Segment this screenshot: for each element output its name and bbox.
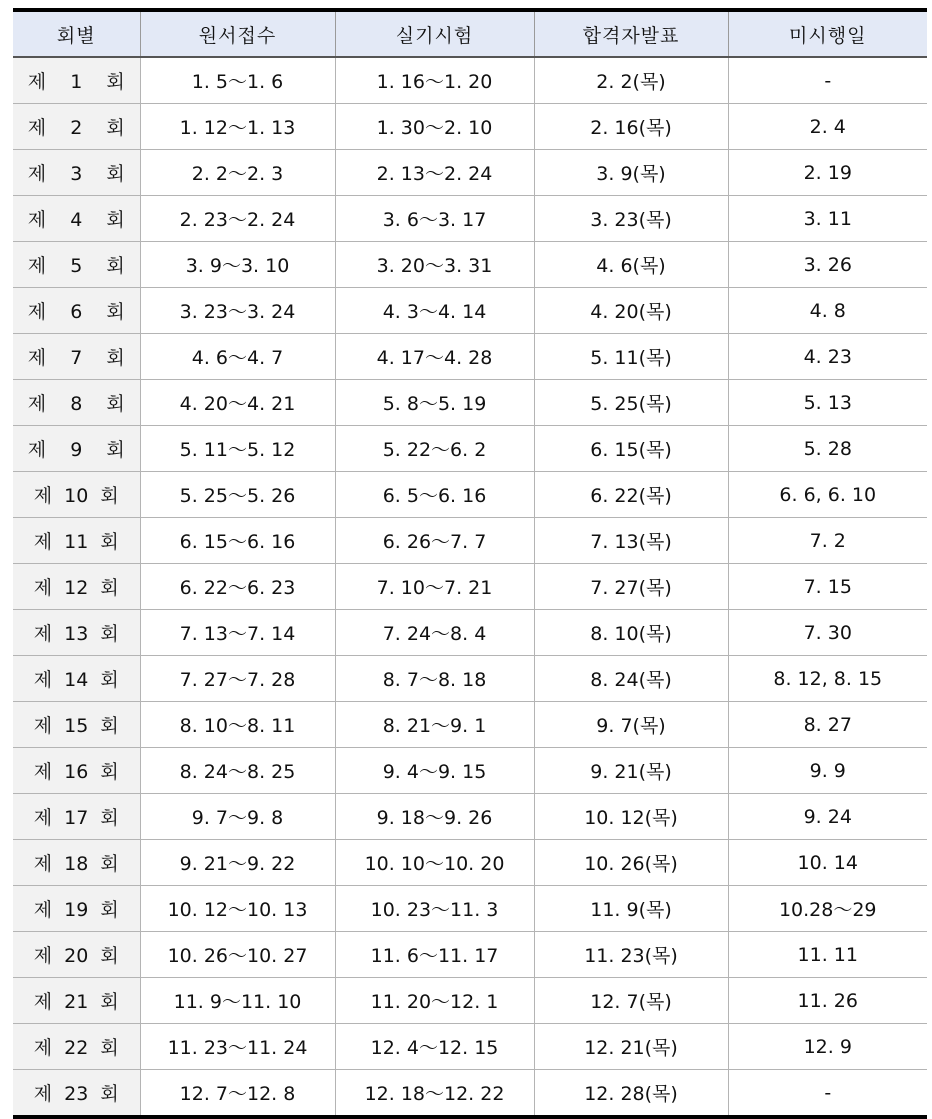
cell-round: 제 13 회	[13, 610, 140, 656]
table-row	[13, 978, 927, 1024]
cell-round: 제 16 회	[13, 748, 140, 794]
cell-result-announcement: 9. 7(목)	[534, 702, 728, 748]
cell-practical-exam: 8. 7～8. 18	[335, 656, 534, 702]
schedule-table-container	[13, 8, 927, 1119]
cell-application: 5. 11～5. 12	[140, 426, 335, 472]
cell-round: 제 11 회	[13, 518, 140, 564]
cell-application: 6. 15～6. 16	[140, 518, 335, 564]
table-row	[13, 886, 927, 932]
cell-practical-exam: 7. 24～8. 4	[335, 610, 534, 656]
cell-practical-exam: 12. 4～12. 15	[335, 1024, 534, 1070]
cell-result-announcement: 8. 24(목)	[534, 656, 728, 702]
cell-result-announcement: 3. 23(목)	[534, 196, 728, 242]
cell-application: 11. 9～11. 10	[140, 978, 335, 1024]
cell-result-announcement: 10. 26(목)	[534, 840, 728, 886]
header-not-held-date: 미시행일	[728, 10, 927, 57]
cell-round: 제 21 회	[13, 978, 140, 1024]
cell-practical-exam: 11. 6～11. 17	[335, 932, 534, 978]
cell-result-announcement: 11. 23(목)	[534, 932, 728, 978]
cell-result-announcement: 10. 12(목)	[534, 794, 728, 840]
cell-application: 7. 27～7. 28	[140, 656, 335, 702]
cell-result-announcement: 6. 15(목)	[534, 426, 728, 472]
table-body	[13, 57, 927, 1117]
cell-result-announcement: 7. 27(목)	[534, 564, 728, 610]
table-row	[13, 518, 927, 564]
cell-result-announcement: 4. 6(목)	[534, 242, 728, 288]
cell-result-announcement: 8. 10(목)	[534, 610, 728, 656]
cell-practical-exam: 4. 17～4. 28	[335, 334, 534, 380]
cell-application: 8. 24～8. 25	[140, 748, 335, 794]
header-round: 회별	[13, 10, 140, 57]
cell-result-announcement: 3. 9(목)	[534, 150, 728, 196]
cell-not-held-date: 2. 19	[728, 150, 927, 196]
cell-not-held-date: 11. 11	[728, 932, 927, 978]
cell-not-held-date: 11. 26	[728, 978, 927, 1024]
cell-round: 제 14 회	[13, 656, 140, 702]
cell-result-announcement: 4. 20(목)	[534, 288, 728, 334]
cell-practical-exam: 2. 13～2. 24	[335, 150, 534, 196]
cell-round: 제 12 회	[13, 564, 140, 610]
table-row	[13, 564, 927, 610]
cell-application: 4. 20～4. 21	[140, 380, 335, 426]
cell-round: 제 17 회	[13, 794, 140, 840]
cell-round: 제 10 회	[13, 472, 140, 518]
table-header	[13, 10, 927, 57]
cell-not-held-date: 8. 12, 8. 15	[728, 656, 927, 702]
cell-practical-exam: 5. 22～6. 2	[335, 426, 534, 472]
cell-round: 제 9 회	[13, 426, 140, 472]
cell-not-held-date: -	[728, 57, 927, 104]
cell-round: 제 23 회	[13, 1070, 140, 1118]
cell-practical-exam: 6. 5～6. 16	[335, 472, 534, 518]
cell-round: 제 5 회	[13, 242, 140, 288]
cell-application: 10. 26～10. 27	[140, 932, 335, 978]
cell-result-announcement: 12. 7(목)	[534, 978, 728, 1024]
table-row	[13, 1024, 927, 1070]
table-row	[13, 334, 927, 380]
cell-practical-exam: 5. 8～5. 19	[335, 380, 534, 426]
header-row	[13, 10, 927, 57]
header-practical-exam: 실기시험	[335, 10, 534, 57]
cell-practical-exam: 9. 18～9. 26	[335, 794, 534, 840]
cell-result-announcement: 7. 13(목)	[534, 518, 728, 564]
cell-practical-exam: 9. 4～9. 15	[335, 748, 534, 794]
cell-round: 제 6 회	[13, 288, 140, 334]
table-row	[13, 1070, 927, 1118]
cell-result-announcement: 5. 11(목)	[534, 334, 728, 380]
cell-not-held-date: 5. 28	[728, 426, 927, 472]
cell-application: 7. 13～7. 14	[140, 610, 335, 656]
cell-not-held-date: 3. 11	[728, 196, 927, 242]
cell-round: 제 4 회	[13, 196, 140, 242]
cell-application: 3. 23～3. 24	[140, 288, 335, 334]
cell-not-held-date: 4. 8	[728, 288, 927, 334]
table-row	[13, 702, 927, 748]
cell-round: 제 19 회	[13, 886, 140, 932]
cell-application: 3. 9～3. 10	[140, 242, 335, 288]
cell-round: 제 20 회	[13, 932, 140, 978]
cell-not-held-date: 5. 13	[728, 380, 927, 426]
cell-result-announcement: 6. 22(목)	[534, 472, 728, 518]
cell-not-held-date: 10.28～29	[728, 886, 927, 932]
cell-not-held-date: 3. 26	[728, 242, 927, 288]
cell-application: 9. 21～9. 22	[140, 840, 335, 886]
cell-not-held-date: 4. 23	[728, 334, 927, 380]
cell-not-held-date: 7. 2	[728, 518, 927, 564]
cell-practical-exam: 4. 3～4. 14	[335, 288, 534, 334]
table-row	[13, 57, 927, 104]
exam-schedule-table	[13, 8, 927, 1119]
cell-not-held-date: 9. 24	[728, 794, 927, 840]
cell-application: 2. 2～2. 3	[140, 150, 335, 196]
table-row	[13, 932, 927, 978]
table-row	[13, 288, 927, 334]
cell-application: 10. 12～10. 13	[140, 886, 335, 932]
table-row	[13, 610, 927, 656]
cell-application: 5. 25～5. 26	[140, 472, 335, 518]
table-row	[13, 794, 927, 840]
cell-application: 11. 23～11. 24	[140, 1024, 335, 1070]
cell-practical-exam: 3. 20～3. 31	[335, 242, 534, 288]
cell-round: 제 7 회	[13, 334, 140, 380]
cell-not-held-date: 2. 4	[728, 104, 927, 150]
cell-practical-exam: 10. 23～11. 3	[335, 886, 534, 932]
cell-result-announcement: 5. 25(목)	[534, 380, 728, 426]
cell-practical-exam: 11. 20～12. 1	[335, 978, 534, 1024]
cell-not-held-date: 10. 14	[728, 840, 927, 886]
cell-practical-exam: 6. 26～7. 7	[335, 518, 534, 564]
table-row	[13, 840, 927, 886]
cell-round: 제 2 회	[13, 104, 140, 150]
header-result-announcement: 합격자발표	[534, 10, 728, 57]
header-application: 원서접수	[140, 10, 335, 57]
cell-not-held-date: 8. 27	[728, 702, 927, 748]
cell-practical-exam: 8. 21～9. 1	[335, 702, 534, 748]
table-row	[13, 196, 927, 242]
cell-round: 제 3 회	[13, 150, 140, 196]
cell-not-held-date: 9. 9	[728, 748, 927, 794]
cell-result-announcement: 12. 28(목)	[534, 1070, 728, 1118]
cell-application: 8. 10～8. 11	[140, 702, 335, 748]
cell-not-held-date: 6. 6, 6. 10	[728, 472, 927, 518]
cell-round: 제 18 회	[13, 840, 140, 886]
cell-round: 제 15 회	[13, 702, 140, 748]
cell-application: 2. 23～2. 24	[140, 196, 335, 242]
cell-application: 4. 6～4. 7	[140, 334, 335, 380]
cell-result-announcement: 2. 2(목)	[534, 57, 728, 104]
cell-practical-exam: 12. 18～12. 22	[335, 1070, 534, 1118]
cell-practical-exam: 7. 10～7. 21	[335, 564, 534, 610]
table-row	[13, 242, 927, 288]
cell-application: 9. 7～9. 8	[140, 794, 335, 840]
cell-round: 제 22 회	[13, 1024, 140, 1070]
cell-not-held-date: 7. 30	[728, 610, 927, 656]
cell-practical-exam: 1. 30～2. 10	[335, 104, 534, 150]
cell-application: 1. 5～1. 6	[140, 57, 335, 104]
cell-practical-exam: 10. 10～10. 20	[335, 840, 534, 886]
cell-result-announcement: 12. 21(목)	[534, 1024, 728, 1070]
cell-not-held-date: 7. 15	[728, 564, 927, 610]
cell-result-announcement: 11. 9(목)	[534, 886, 728, 932]
cell-not-held-date: -	[728, 1070, 927, 1118]
table-row	[13, 748, 927, 794]
cell-practical-exam: 1. 16～1. 20	[335, 57, 534, 104]
table-row	[13, 150, 927, 196]
cell-round: 제 1 회	[13, 57, 140, 104]
cell-application: 6. 22～6. 23	[140, 564, 335, 610]
table-row	[13, 380, 927, 426]
table-row	[13, 656, 927, 702]
table-row	[13, 472, 927, 518]
cell-application: 1. 12～1. 13	[140, 104, 335, 150]
table-row	[13, 104, 927, 150]
cell-not-held-date: 12. 9	[728, 1024, 927, 1070]
cell-result-announcement: 9. 21(목)	[534, 748, 728, 794]
cell-practical-exam: 3. 6～3. 17	[335, 196, 534, 242]
cell-application: 12. 7～12. 8	[140, 1070, 335, 1118]
cell-round: 제 8 회	[13, 380, 140, 426]
cell-result-announcement: 2. 16(목)	[534, 104, 728, 150]
table-row	[13, 426, 927, 472]
